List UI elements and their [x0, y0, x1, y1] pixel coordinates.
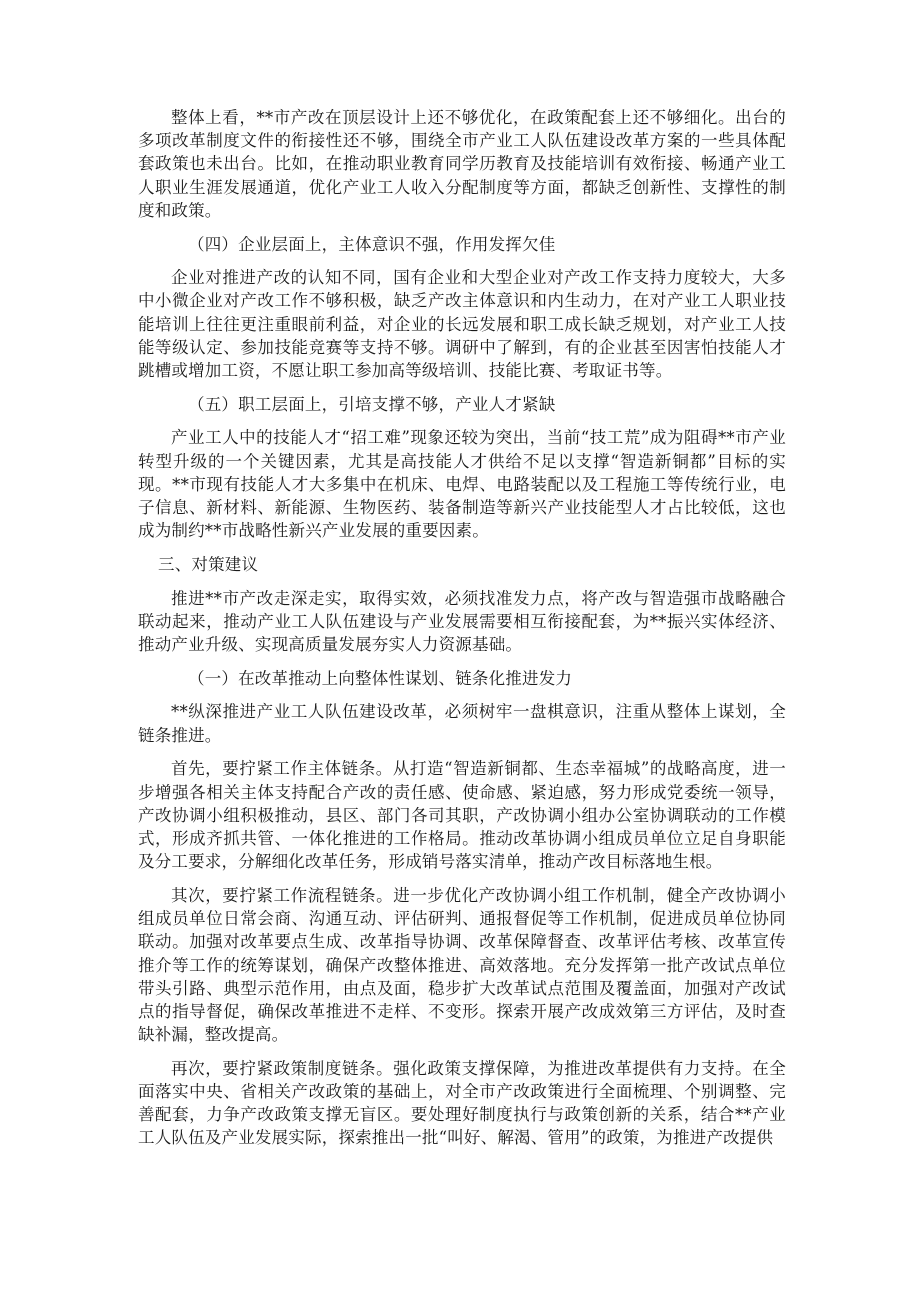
paragraph-third-chain: 再次，要拧紧政策制度链条。强化政策支撑保障，为推进改革提供有力支持。在全面落实中央、省相关产改政策的基础上，对全市产改政策进行全面梳理、个别调整、完善配套，力争产改政策支撑无盲区。要处理好制度执行与政策创新的关系，结合**产业工人队伍及产业发展实际，探索推出一批“叫好、解渴、管用”的政策，为推进产改提供 — [138, 1058, 786, 1148]
heading-reform-promotion: （一）在改革推动上向整体性谋划、链条化推进发力 — [188, 668, 573, 688]
document-page — [138, 106, 786, 1160]
paragraph-enterprise: 企业对推进产改的认知不同，国有企业和大型企业对产改工作支持力度较大，大多中小微企业对产改工作不够积极，缺乏产改主体意识和内生动力，在对产业工人职业技能培训上往往更注重眼前利益，对企业的长远发展和职工成长缺乏规划，对产业工人技能等级认定、参加技能竞赛等支持不够。调研中了解到，有的企业甚至因害怕技能人才跳槽或增加工资，不愿让职工参加高等级培训、技能比赛、考取证书等。 — [138, 268, 786, 381]
heading-section-three: 三、对策建议 — [158, 554, 259, 574]
paragraph-second-chain: 其次，要拧紧工作流程链条。进一步优化产改协调小组工作机制，健全产改协调小组成员单位日常会商、沟通互动、评估研判、通报督促等工作机制，促进成员单位协同联动。加强对改革要点生成、改革指导协调、改革保障督查、改革评估考核、改革宣传推介等工作的统筹谋划，确保产改整体推进、高效落地。充分发挥第一批产改试点单位带头引路、典型示范作用，由点及面，稳步扩大改革试点范围及覆盖面，加强对产改试点的指导督促，确保改革推进不走样、不变形。探索开展产改成效第三方评估，及时查缺补漏，整改提高。 — [138, 885, 786, 1045]
paragraph-workers: 产业工人中的技能人才“招工难”现象还较为突出，当前“技工荒”成为阻碍**市产业转型升级的一个关键因素，尤其是高技能人才供给不足以支撑“智造新铜都”目标的实现。**市现有技能人才大多集中在机床、电焊、电路装配以及工程施工等传统行业，电子信息、新材料、新能源、生物医药、装备制造等新兴产业技能型人才占比较低，这也成为制约**市战略性新兴产业发展的重要因素。 — [138, 428, 786, 541]
paragraph-first-chain: 首先，要拧紧工作主体链条。从打造“智造新铜都、生态幸福城”的战略高度，进一步增强各相关主体支持配合产改的责任感、使命感、紧迫感，努力形成党委统一领导，产改协调小组积极推动，县区、部门各司其职，产改协调小组办公室协调联动的工作模式，形成齐抓共管、一体化推进的工作格局。推动改革协调小组成员单位立足自身职能及分工要求，分解细化改革任务，形成销号落实清单，推动产改目标落地生根。 — [138, 759, 786, 872]
heading-enterprise-level: （四）企业层面上，主体意识不强，作用发挥欠佳 — [188, 234, 556, 254]
paragraph-overview: 整体上看，**市产改在顶层设计上还不够优化，在政策配套上还不够细化。出台的多项改革制度文件的衔接性还不够，围绕全市产业工人队伍建设改革方案的一些具体配套政策也未出台。比如，在推动职业教育同学历教育及技能培训有效衔接、畅通产业工人职业生涯发展通道，优化产业工人收入分配制度等方面，都缺乏创新性、支撑性的制度和政策。 — [138, 108, 786, 220]
paragraph-reform-chess: **纵深推进产业工人队伍建设改革，必须树牢一盘棋意识，注重从整体上谋划，全链条推进。 — [138, 702, 786, 745]
heading-worker-level: （五）职工层面上，引培支撑不够，产业人才紧缺 — [188, 394, 556, 414]
paragraph-recommendations-intro: 推进**市产改走深走实，取得实效，必须找准发力点，将产改与智造强市战略融合联动起来，推动产业工人队伍建设与产业发展需要相互衔接配套，为**振兴实体经济、推动产业升级、实现高质量发展夯实人力资源基础。 — [138, 588, 786, 655]
